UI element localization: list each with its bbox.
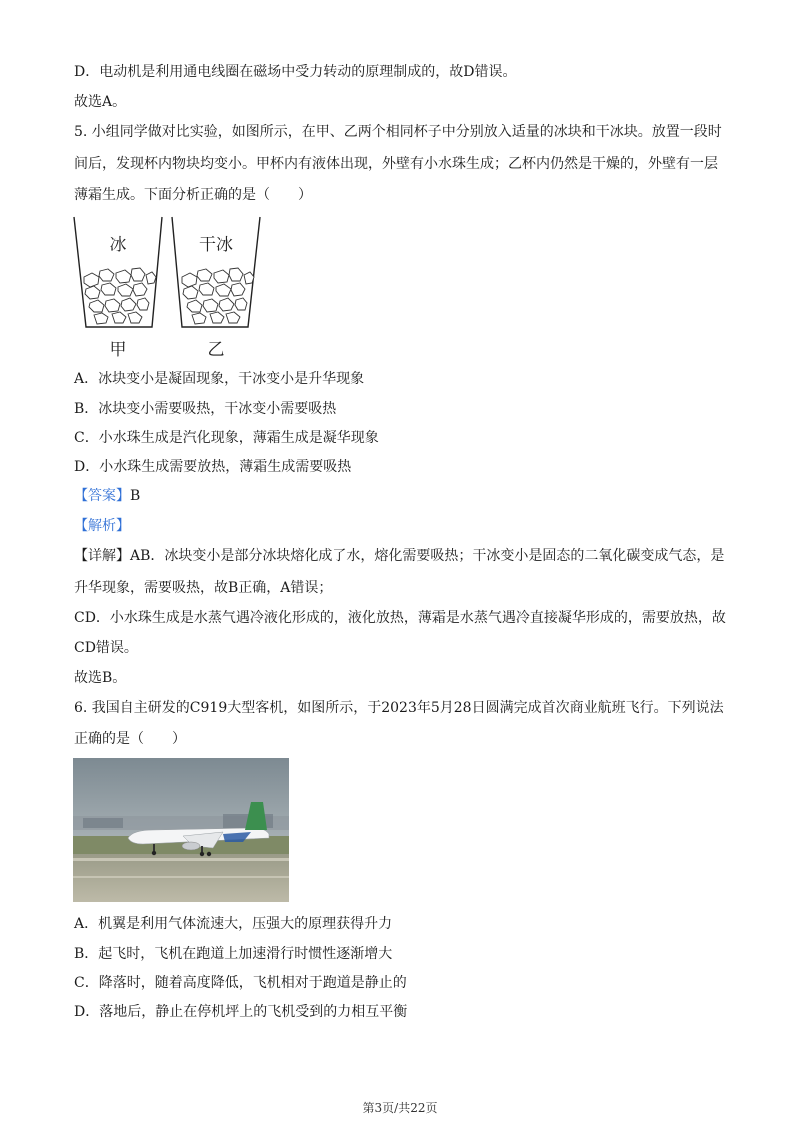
option-b: B．冰块变小需要吸热，干冰变小需要吸热 xyxy=(74,401,337,417)
cup2-caption: 乙 xyxy=(207,340,225,360)
detail-text: AB．冰块变小是部分冰块熔化成了水，熔化需要吸热；干冰变小是固态的二氧化碳变成气态，是 xyxy=(130,548,725,564)
question-6-stem: 正确的是（ ） xyxy=(74,731,186,747)
analysis-label: 【解析】 xyxy=(74,518,130,534)
question-6-stem: 6. 我国自主研发的C919大型客机，如图所示，于2023年5月28日圆满完成首次商业航班飞行。下列说法 xyxy=(74,700,724,716)
detail-line: 升华现象，需要吸热，故B正确，A错误； xyxy=(74,580,333,596)
dry-ice-cubes xyxy=(182,268,254,324)
option-a: A．机翼是利用气体流速大，压强大的原理获得升力 xyxy=(74,916,393,932)
page-footer: 第3页/共22页 xyxy=(362,1101,438,1115)
option-a: A．冰块变小是凝固现象，干冰变小是升华现象 xyxy=(74,371,365,387)
detail-line: 故选B。 xyxy=(74,670,127,686)
answer-line xyxy=(74,486,140,506)
text-line: D．电动机是利用通电线圈在磁场中受力转动的原理制成的，故D错误。 xyxy=(74,64,517,80)
detail-label: 【详解】 xyxy=(74,548,130,564)
answer-label: 【答案】 xyxy=(74,488,130,504)
detail-line xyxy=(74,546,724,566)
text-line: 故选A。 xyxy=(74,94,127,110)
answer-value: B xyxy=(130,488,141,504)
question-5-stem: 5. 小组同学做对比实验，如图所示，在甲、乙两个相同杯子中分别放入适量的冰块和干冰块。放置一段时 xyxy=(74,124,722,140)
ice-cubes xyxy=(84,268,156,324)
question-5-stem: 薄霜生成。下面分析正确的是（ ） xyxy=(74,187,312,203)
detail-line: CD错误。 xyxy=(74,640,138,656)
c919-photo xyxy=(73,758,289,902)
option-c: C．小水珠生成是汽化现象，薄霜生成是凝华现象 xyxy=(74,430,379,446)
detail-line: CD．小水珠生成是水蒸气遇冷液化形成的，液化放热，薄霜是水蒸气遇冷直接凝华形成的，需要放热，故 xyxy=(74,610,726,626)
option-d: D．小水珠生成需要放热，薄霜生成需要吸热 xyxy=(74,459,352,475)
option-d: D．落地后，静止在停机坪上的飞机受到的力相互平衡 xyxy=(74,1004,408,1020)
cup1-label: 冰 xyxy=(109,235,127,255)
question-5-stem: 间后，发现杯内物块均变小。甲杯内有液体出现，外壁有小水珠生成；乙杯内仍然是干燥的，外壁有一层 xyxy=(74,156,718,172)
cup2-label: 干冰 xyxy=(199,235,233,255)
option-b: B．起飞时，飞机在跑道上加速滑行时惯性逐渐增大 xyxy=(74,946,393,962)
option-c: C．降落时，随着高度降低，飞机相对于跑道是静止的 xyxy=(74,975,407,991)
cups-figure xyxy=(70,215,270,360)
cup1-caption: 甲 xyxy=(109,340,127,360)
